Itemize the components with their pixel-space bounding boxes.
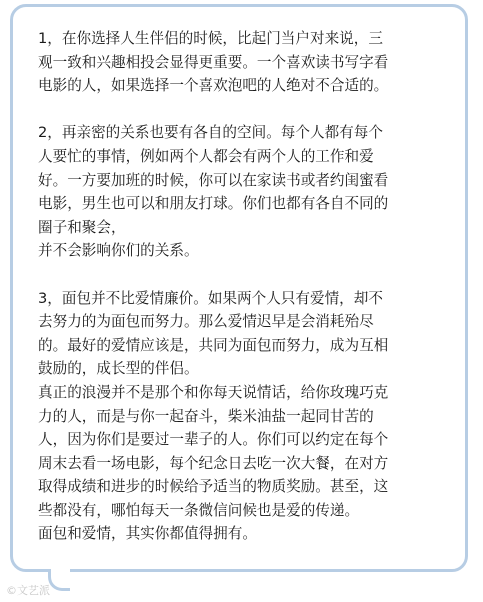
paragraph-3 (38, 287, 448, 547)
text-line: 些都没有，哪怕每天一条微信问候也是爱的传递。 (38, 501, 360, 519)
article-text (38, 27, 448, 546)
watermark: ©文艺派 (6, 584, 50, 597)
text-line: 力的人，而是与你一起奋斗，柴米油盐一起同甘苦的 (38, 407, 374, 425)
text-line: 真正的浪漫并不是那个和你每天说情话，给你玫瑰巧克 (38, 383, 389, 401)
paragraph-2 (38, 121, 448, 263)
text-line: 2，再亲密的关系也要有各自的空间。每个人都有每个 (38, 124, 383, 142)
text-line: 观一致和兴趣相投会显得更重要。一个喜欢读书写字看 (38, 53, 389, 71)
text-line: 的。最好的爱情应该是，共同为面包而努力，成为互相 (38, 336, 389, 354)
text-line: 面包和爱情，其实你都值得拥有。 (38, 525, 257, 543)
text-line: 去努力的为面包而努力。那么爱情迟早是会消耗殆尽 (38, 313, 374, 331)
text-line: 好。一方要加班的时候，你可以在家读书或者约闺蜜看 (38, 171, 389, 189)
text-line: 并不会影响你们的关系。 (38, 242, 199, 260)
text-line: 圈子和聚会， (38, 218, 126, 236)
text-line: 鼓励的，成长型的伴侣。 (38, 360, 199, 378)
text-line: 3，面包并不比爱情廉价。如果两个人只有爱情，却不 (38, 289, 383, 307)
text-line: 取得成绩和进步的时候给予适当的物质奖励。甚至，这 (38, 478, 389, 496)
text-line: 电影的人，如果选择一个喜欢泡吧的人绝对不合适的。 (38, 77, 389, 95)
text-line: 电影，男生也可以和朋友打球。你们也都有各自不同的 (38, 195, 389, 213)
paragraph-1 (38, 27, 448, 98)
text-line: 1，在你选择人生伴侣的时候，比起门当户对来说，三 (38, 30, 383, 47)
speech-bubble-tail (48, 569, 70, 591)
text-line: 人，因为你们是要过一辈子的人。你们可以约定在每个 (38, 431, 389, 449)
text-line: 周末去看一场电影，每个纪念日去吃一次大餐，在对方 (38, 454, 389, 472)
text-line: 人要忙的事情，例如两个人都会有两个人的工作和爱 (38, 147, 374, 165)
